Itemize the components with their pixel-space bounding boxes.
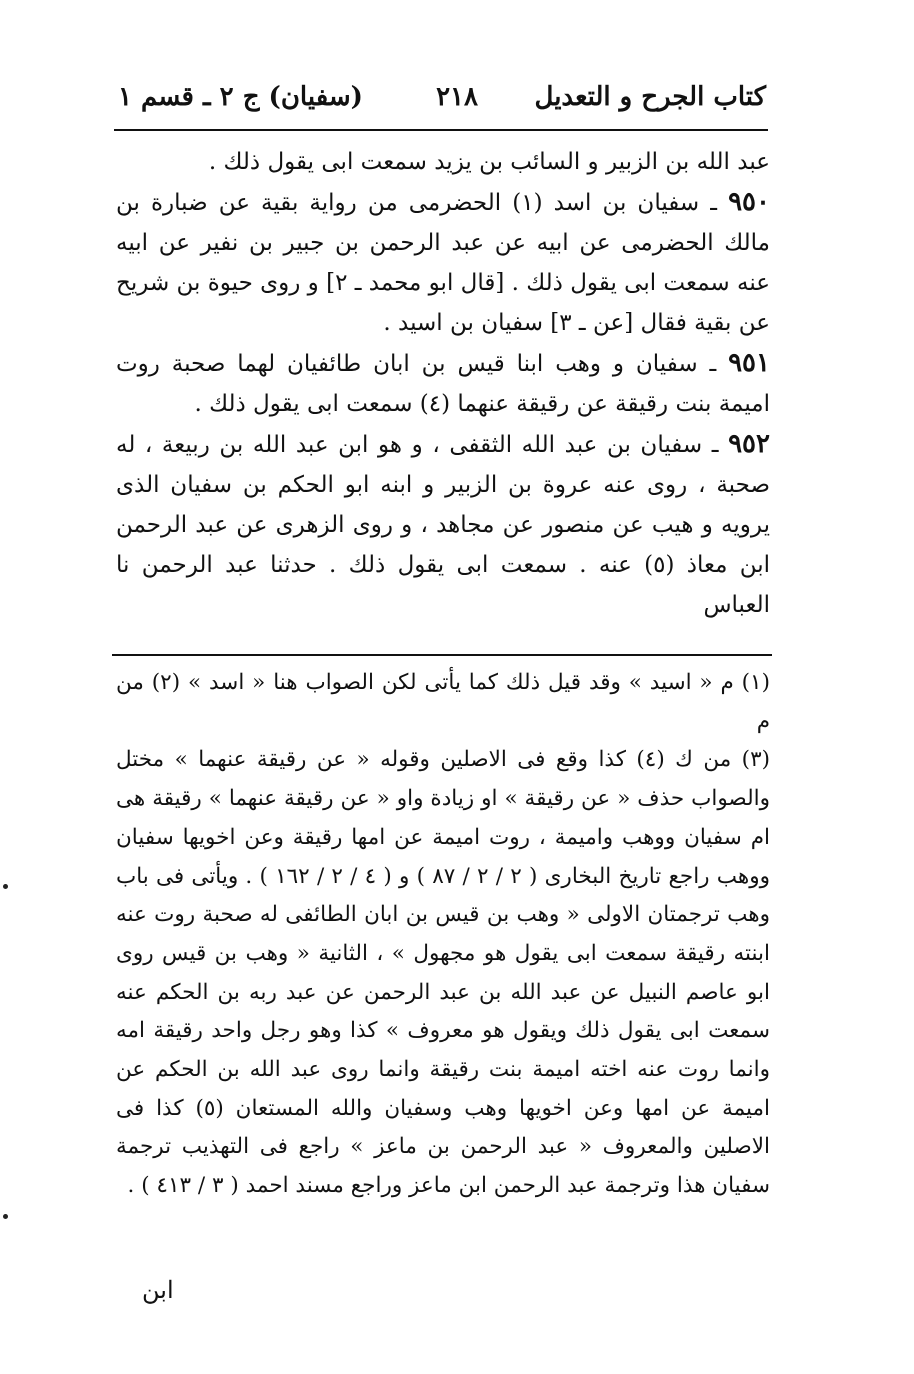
entry-950 [116,182,770,343]
running-header [118,78,766,120]
footnote-line: (٣) من ك (٤) كذا وقع فى الاصلين وقوله « عن رقيقة عنهما » مختل والصواب حذف « عن رقيقة » او زيادة واو « عن رقيقة عنهما » رقيقة هى ام سفيان ووهب واميمة ، روت اميمة عن امها رقيقة وعن اخويها سفيان ووهب راجع تاريخ البخارى ( ٢ / ٢ / ٨٧ ) و ( ٤ / ٢ / ١٦٢ ) . ويأتى فى باب وهب ترجمتان الاولى « وهب بن قيس بن ابان الطائفى له صحبة روت عنه ابنته رقيقة سمعت ابى يقول هو مجهول » ، الثانية « وهب بن قيس روى ابو عاصم النبيل عن عبد الله بن عبد الرحمن عن عبد ربه بن الحكم عنه سمعت ابى يقول ذلك ويقول هو معروف » كذا وهو رجل واحد رقيقة امه وانما روت عنه اخته اميمة بنت رقيقة وانما روى عبد الله بن الحكم عن اميمة عن امها وعن اخويها وهب وسفيان والله المستعان (٥) كذا فى الاصلين والمعروف « عبد الرحمن بن ماعز » راجع فى التهذيب ترجمة سفيان هذا وترجمة عبد الرحمن ابن ماعز وراجع مسند احمد ( ٣ / ٤١٣ ) . [116,747,771,1199]
entry-number: ٩٥٠ [728,187,770,217]
entry-text: ـ سفيان و وهب ابنا قيس بن ابان طائفيان لهما صحبة روت اميمة بنت رقيقة عن رقيقة عنهما (٤) سمعت ابى يقول ذلك . [116,351,770,417]
page-number: ٢١٨ [436,82,478,112]
footnote-rule [112,654,772,656]
header-rule [114,129,768,131]
footnote-line: (١) م « اسيد » وقد قيل ذلك كما يأتى لكن الصواب هنا « اسد » (٢) من م [116,670,770,734]
entry-952 [116,424,770,625]
entry-text: ـ سفيان بن عبد الله الثقفى ، و هو ابن عبد الله بن ربيعة ، له صحبة ، روى عنه عروة بن الزبير و ابنه ابو الحكم بن سفيان الذى يرويه و هيب عن منصور عن مجاهد ، و روى الزهرى عن عبد الرحمن ابن معاذ (٥) عنه . سمعت ابى يقول ذلك . حدثنا عبد الرحمن نا العباس [116,432,770,618]
section-label: (سفيان) ج ٢ ـ قسم ١ [118,82,363,112]
main-text [116,142,770,625]
entry-951 [116,343,770,424]
entry-number: ٩٥٢ [728,429,770,459]
intro-line: عبد الله بن الزبير و السائب بن يزيد سمعت ابى يقول ذلك . [208,149,770,175]
scan-speck [3,884,8,889]
footnotes [116,664,770,1206]
scan-speck [3,1214,8,1219]
entry-number: ٩٥١ [728,348,770,378]
book-title: كتاب الجرح و التعديل [534,82,766,112]
catchword: ابن [142,1276,174,1304]
entry-text: ـ سفيان بن اسد (١) الحضرمى من رواية بقية عن ضبارة بن مالك الحضرمى عن ابيه عن عبد الرحمن بن جبير بن نفير عن ابيه عنه سمعت ابى يقول ذلك . [قال ابو محمد ـ ٢] و روى حيوة بن شريح عن بقية فقال [عن ـ ٣] سفيان بن اسيد . [116,190,770,336]
